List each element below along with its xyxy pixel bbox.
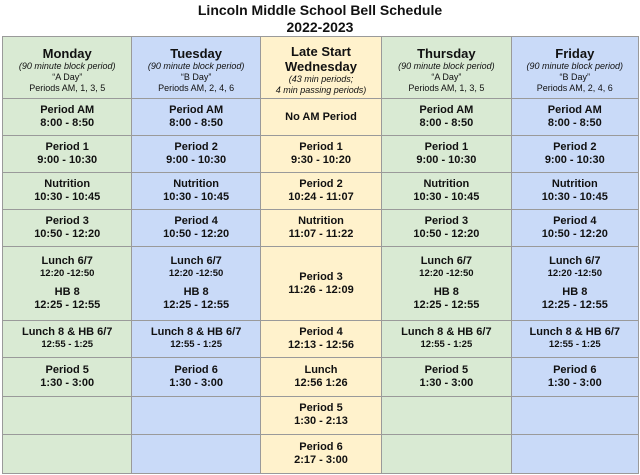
period-name: Period 4 [553,215,597,228]
day-name: Monday [42,46,92,62]
period-name: Period 1 [45,141,89,154]
schedule-row [3,136,639,173]
period-name: Lunch 8 & HB 6/7 [401,326,492,339]
schedule-row [3,396,639,434]
hb-time: 12:25 - 12:55 [163,299,230,312]
schedule-cell [260,173,381,210]
hb-name: HB 8 [562,286,588,299]
lunch-name: Lunch 6/7 [420,255,473,268]
hb-time: 12:25 - 12:55 [413,299,480,312]
schedule-row [3,210,639,247]
period-time: 10:50 - 12:20 [413,228,480,241]
header-wednesday [260,37,381,99]
header-row [3,37,639,99]
period-name: Period AM [40,104,95,117]
period-time: 9:30 - 10:20 [291,154,351,167]
schedule-cell [132,210,260,247]
period-name: No AM Period [285,110,357,123]
school-title: Lincoln Middle School Bell Schedule [197,2,443,18]
day-periods: Periods AM, 1, 3, 5 [408,83,485,94]
lunch-name: Lunch 6/7 [549,255,601,268]
day-periods: Periods AM, 2, 4, 6 [158,83,235,94]
period-name: Lunch 8 & HB 6/7 [21,326,113,339]
schedule-cell [3,357,132,396]
period-name: Period 3 [45,215,89,228]
hb-time: 12:25 - 12:55 [34,299,101,312]
schedule-cell [3,247,132,320]
period-name: Lunch 8 & HB 6/7 [150,326,242,339]
period-name: Period AM [547,104,602,117]
schedule-cell [511,136,638,173]
lunch-name: Lunch 6/7 [41,255,93,268]
empty-cell [511,396,638,434]
period-name: Lunch [304,363,338,376]
day-note: (90 minute block period) [147,61,245,72]
page-title [0,2,640,36]
day-name: Tuesday [170,46,223,62]
schedule-cell [3,173,132,210]
lunch-time: 12:20 -12:50 [168,268,224,280]
schedule-cell [3,320,132,357]
schedule-cell [260,99,381,136]
schedule-row [3,434,639,473]
empty-cell [3,396,132,434]
day-periods: Periods AM, 2, 4, 6 [536,83,613,94]
period-time: 11:07 - 11:22 [288,228,354,241]
period-time: 8:00 - 8:50 [169,117,224,130]
hb-time: 12:25 - 12:55 [541,299,608,312]
day-type: “B Day” [559,72,591,83]
period-time: 1:30 - 3:00 [40,376,95,389]
day-type: “B Day” [180,72,212,83]
schedule-cell [511,357,638,396]
schedule-cell [382,210,511,247]
empty-cell [132,434,260,473]
schedule-cell [260,136,381,173]
schedule-cell [511,320,638,357]
schedule-row [3,320,639,357]
schedule-cell [382,247,511,320]
period-time: 12:55 - 1:25 [548,339,601,351]
schedule-cell [382,320,511,357]
schedule-row [3,357,639,396]
schedule-cell [132,136,260,173]
day-type: “A Day” [431,72,462,83]
schedule-cell [511,99,638,136]
schedule-cell [382,357,511,396]
period-name: Period 1 [424,141,469,154]
period-name: Period 2 [299,178,343,191]
period-name: Period AM [169,104,224,117]
period-time: 9:00 - 10:30 [416,154,477,167]
day-periods: Periods AM, 1, 3, 5 [29,83,106,94]
period-time: 10:30 - 10:45 [34,191,101,204]
day-name: Thursday [417,46,476,62]
day-note-line1: (43 min periods; [288,74,354,85]
period-name: Nutrition [44,178,91,191]
header-tuesday [132,37,260,99]
hb-name: HB 8 [183,286,209,299]
schedule-cell [132,173,260,210]
period-name: Period 4 [174,215,218,228]
period-time: 10:24 - 11:07 [288,191,354,204]
empty-cell [382,434,511,473]
period-time: 10:50 - 12:20 [34,228,101,241]
schedule-row [3,247,639,320]
period-time: 12:13 - 12:56 [287,338,355,351]
period-name: Period 2 [553,141,597,154]
period-time: 12:55 - 1:25 [170,339,222,351]
schedule-cell [132,357,260,396]
school-year: 2022-2023 [286,19,354,35]
day-type: “A Day” [52,72,83,83]
period-name: Period 3 [424,215,469,228]
period-name: Period AM [419,104,474,117]
lunch-name: Lunch 6/7 [170,255,222,268]
day-note: (90 minute block period) [398,61,495,72]
header-monday [3,37,132,99]
period-time: 12:55 - 1:25 [41,339,94,351]
schedule-cell [511,173,638,210]
period-time: 10:30 - 10:45 [413,191,480,204]
schedule-cell [3,136,132,173]
period-name: Lunch 8 & HB 6/7 [529,326,621,339]
schedule-cell [132,320,260,357]
period-name: Period 5 [45,363,89,376]
schedule-row [3,173,639,210]
period-time: 2:17 - 3:00 [294,453,348,466]
schedule-cell [132,247,260,320]
period-time: 1:30 - 3:00 [419,376,474,389]
period-name: Period 2 [174,141,218,154]
hb-name: HB 8 [433,286,459,299]
day-note: (90 minute block period) [18,61,116,72]
schedule-cell [511,247,638,320]
day-name-line1: Late Start [291,44,351,60]
day-note: (90 minute block period) [526,61,624,72]
day-name-line2: Wednesday [284,59,357,75]
empty-cell [382,396,511,434]
period-time: 8:00 - 8:50 [40,117,95,130]
period-time: 10:30 - 10:45 [163,191,230,204]
period-name: Nutrition [298,215,344,228]
period-time: 8:00 - 8:50 [419,117,474,130]
period-name: Period 6 [553,363,597,376]
schedule-cell [260,396,381,434]
period-time: 10:50 - 12:20 [163,228,230,241]
period-name: Period 5 [299,402,343,415]
lunch-time: 12:20 -12:50 [419,268,474,280]
period-name: Period 3 [299,270,343,283]
period-name: Period 5 [424,363,469,376]
day-name: Friday [555,46,595,62]
empty-cell [3,434,132,473]
schedule-cell [260,320,381,357]
bell-schedule-table [2,36,639,474]
period-name: Period 6 [299,440,343,453]
lunch-time: 12:20 -12:50 [40,268,95,280]
period-name: Nutrition [173,178,220,191]
empty-cell [511,434,638,473]
period-time: 10:30 - 10:45 [541,191,608,204]
schedule-cell [260,434,381,473]
lunch-time: 12:20 -12:50 [547,268,602,280]
period-time: 12:56 1:26 [294,376,348,389]
period-name: Period 6 [174,363,218,376]
period-time: 8:00 - 8:50 [547,117,602,130]
empty-cell [132,396,260,434]
period-name: Period 1 [299,141,343,154]
period-name: Period 4 [299,325,343,338]
schedule-cell [3,210,132,247]
period-time: 1:30 - 3:00 [169,376,224,389]
schedule-cell [382,173,511,210]
period-time: 10:50 - 12:20 [541,228,608,241]
period-time: 11:26 - 12:09 [288,283,354,296]
schedule-cell [260,247,381,320]
header-friday [511,37,638,99]
period-time: 12:55 - 1:25 [420,339,473,351]
period-time: 9:00 - 10:30 [544,154,605,167]
schedule-cell [511,210,638,247]
period-time: 9:00 - 10:30 [166,154,227,167]
schedule-cell [260,357,381,396]
period-name: Nutrition [551,178,598,191]
schedule-row [3,99,639,136]
period-time: 9:00 - 10:30 [37,154,98,167]
period-time: 1:30 - 2:13 [294,415,348,428]
schedule-cell [382,99,511,136]
header-thursday [382,37,511,99]
period-name: Nutrition [423,178,470,191]
schedule-cell [3,99,132,136]
schedule-cell [132,99,260,136]
day-note-line2: 4 min passing periods) [275,85,367,96]
schedule-cell [382,136,511,173]
schedule-cell [260,210,381,247]
hb-name: HB 8 [54,286,80,299]
period-time: 1:30 - 3:00 [547,376,602,389]
